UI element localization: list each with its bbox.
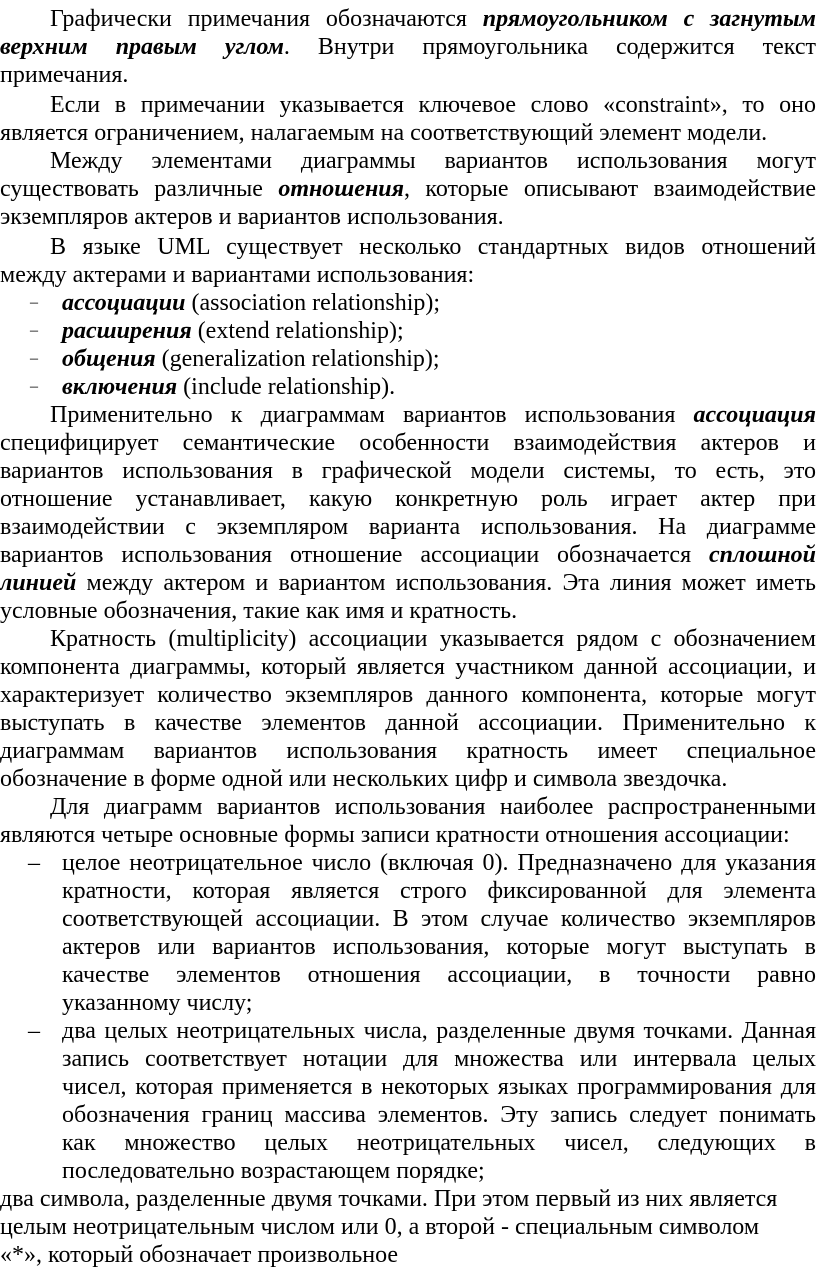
emphasis-run: сплошной — [709, 542, 816, 568]
text-run: Кратность (multiplicity) ассоциации указывается рядом с обозначением — [50, 626, 816, 652]
bullet-dash: – — [30, 378, 38, 395]
text-run: Применительно к диаграммам вариантов использования — [50, 402, 694, 428]
text-line — [0, 1100, 816, 1130]
text-run: вариантов использования в графической модели системы, то есть, это — [0, 458, 816, 484]
text-line — [0, 736, 816, 766]
text-run: соответствующей ассоциации. В этом случае количество экземпляров — [62, 906, 816, 932]
text-line — [0, 652, 816, 682]
text-run: (include relationship). — [177, 374, 396, 400]
text-line — [0, 932, 816, 962]
text-run: специфицирует семантические особенности взаимодействия актеров и — [0, 430, 816, 456]
list-item — [0, 848, 816, 878]
text-run: примечания. — [0, 62, 129, 88]
text-run: диаграммам вариантов использования кратность имеет специальное — [0, 738, 816, 764]
emphasis-run: расширения — [62, 318, 192, 344]
text-run: характеризует количество экземпляров данного компонента, которые могут — [0, 682, 816, 708]
text-run: целое неотрицательное число (включая 0). Предназначено для указания — [62, 850, 816, 876]
list-item — [0, 1016, 816, 1046]
text-line — [0, 4, 816, 34]
text-run: Если в примечании указывается ключевое слово «constraint», то оно — [50, 92, 816, 118]
text-line — [0, 428, 816, 458]
text-line — [0, 1128, 816, 1158]
text-line — [0, 1044, 816, 1074]
text-line — [0, 32, 816, 62]
text-line — [0, 764, 816, 794]
text-run: (association relationship); — [185, 290, 441, 316]
text-line — [0, 568, 816, 598]
text-run: существовать различные — [0, 176, 279, 202]
text-line — [0, 960, 816, 990]
text-line — [0, 202, 816, 232]
bullet-dash: – — [28, 1018, 40, 1044]
emphasis-run: верхним правым углом — [0, 34, 284, 60]
text-run: обозначения границ массива элементов. Эту запись следует понимать — [62, 1102, 816, 1128]
list-item — [0, 288, 816, 318]
text-run: условные обозначения, такие как имя и кратность. — [0, 598, 518, 624]
bullet-dash: – — [30, 294, 38, 311]
text-line — [0, 1156, 816, 1186]
text-line — [0, 624, 816, 654]
text-line — [0, 988, 816, 1018]
text-run: запись соответствует нотации для множества или интервала целых — [62, 1046, 816, 1072]
emphasis-run: линией — [0, 570, 77, 596]
text-run: между актерами и вариантами использования: — [0, 262, 475, 288]
text-line — [0, 1240, 816, 1270]
text-run: (extend relationship); — [191, 318, 404, 344]
text-line — [0, 232, 816, 262]
text-line — [0, 174, 816, 204]
text-line — [0, 456, 816, 486]
text-line — [0, 484, 816, 514]
emphasis-run: прямоугольником с загнутым — [482, 6, 816, 32]
text-line — [0, 820, 816, 850]
text-line — [0, 60, 816, 90]
text-line — [0, 876, 816, 906]
text-line — [0, 1072, 816, 1102]
text-run: актеров или вариантов использования, которые могут выступать в — [62, 934, 816, 960]
text-line — [0, 792, 816, 822]
text-line — [0, 118, 816, 148]
text-run: последовательно возрастающем порядке; — [62, 1158, 485, 1184]
text-run: как множество целых неотрицательных чисел, следующих в — [62, 1130, 816, 1156]
text-run: (generalization relationship); — [155, 346, 440, 372]
text-run: . Внутри прямоугольника содержится текст — [283, 34, 816, 60]
emphasis-run: ассоциации — [62, 290, 186, 316]
text-run: два целых неотрицательных числа, разделенные двумя точками. Данная — [62, 1018, 816, 1044]
text-run: целым неотрицательным числом или 0, а второй - специальным символом — [0, 1214, 760, 1240]
text-run: взаимодействии с экземпляром варианта использования. На диаграмме — [0, 514, 816, 540]
text-line — [0, 90, 816, 120]
emphasis-run: отношения — [278, 176, 404, 202]
text-run: являются четыре основные формы записи кратности отношения ассоциации: — [0, 822, 790, 848]
text-line — [0, 146, 816, 176]
emphasis-run: включения — [62, 374, 178, 400]
text-run: обозначение в форме одной или нескольких цифр и символа звездочка. — [0, 766, 728, 792]
text-run: кратности, которая является строго фиксированной для элемента — [62, 878, 816, 904]
emphasis-run: общения — [62, 346, 156, 372]
text-run: отношение устанавливает, какую конкретную роль играет актер при — [0, 486, 816, 512]
text-line — [0, 540, 816, 570]
text-line — [0, 260, 816, 290]
text-line — [0, 1212, 816, 1242]
text-run: Между элементами диаграммы вариантов использования могут — [50, 148, 816, 174]
text-run: В языке UML существует несколько стандартных видов отношений — [50, 234, 816, 260]
text-run: вариантов использования отношение ассоциации обозначается — [0, 542, 710, 568]
text-line — [0, 1184, 816, 1214]
bullet-dash: – — [28, 850, 40, 876]
list-item — [0, 316, 816, 346]
text-line — [0, 708, 816, 738]
text-run: чисел, которая применяется в некоторых языках программирования для — [62, 1074, 816, 1100]
text-line — [0, 680, 816, 710]
text-run: Графически примечания обозначаются — [50, 6, 483, 32]
list-item — [0, 344, 816, 374]
text-run: компонента диаграммы, который является участником данной ассоциации, и — [0, 654, 816, 680]
text-run: два символа, разделенные двумя точками. При этом первый из них является — [0, 1186, 778, 1212]
text-run: указанному числу; — [62, 990, 253, 1016]
bullet-dash: – — [30, 350, 38, 367]
text-run: между актером и вариантом использования. Эта линия может иметь — [76, 570, 816, 596]
list-item — [0, 372, 816, 402]
text-run: является ограничением, налагаемым на соответствующий элемент модели. — [0, 120, 768, 146]
text-run: экземпляров актеров и вариантов использования. — [0, 204, 504, 230]
text-line — [0, 596, 816, 626]
text-run: , которые описывают взаимодействие — [403, 176, 816, 202]
text-run: выступать в качестве элементов данной ассоциации. Применительно к — [0, 710, 816, 736]
text-run: качестве элементов отношения ассоциации, в точности равно — [62, 962, 816, 988]
text-run: Для диаграмм вариантов использования наиболее распространенными — [50, 794, 816, 820]
text-line — [0, 904, 816, 934]
emphasis-run: ассоциация — [693, 402, 816, 428]
text-line — [0, 512, 816, 542]
bullet-dash: – — [30, 322, 38, 339]
text-line — [0, 400, 816, 430]
text-run: «*», который обозначает произвольное — [0, 1242, 399, 1268]
